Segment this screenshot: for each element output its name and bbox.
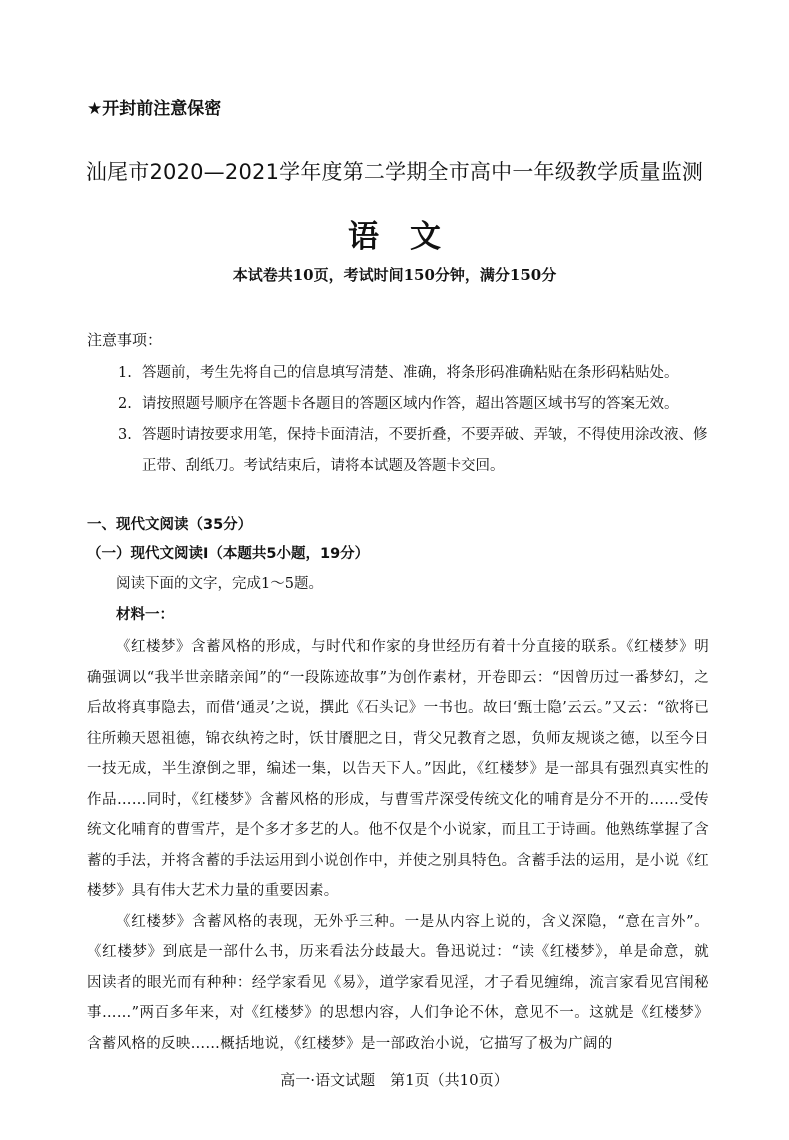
passage-paragraph: 《红楼梦》含蓄风格的形成，与时代和作家的身世经历有着十分直接的联系。《红楼梦》明确强调以“我半世亲睹亲闻”的“一段陈迹故事”为创作素材，开卷即云：“因曾历过一番梦幻，之后故将真事隐去，而借‘通灵’之说，撰此《石头记》一书也。故曰‘甄士隐’云云。”又云：“欲将已往所赖天恩祖德，锦衣纨袴之时，饫甘餍肥之日，背父兄教育之恩，负师友规谈之德，以至今日一技无成，半生潦倒之罪，编述一集，以告天下人。”因此，《红楼梦》是一部具有强烈真实性的作品……同时，《红楼梦》含蓄风格的形成，与曹雪芹深受传统文化的哺育是分不开的……受传统文化哺育的曹雪芹，是个多才多艺的人。他不仅是个小说家，而且工于诗画。他熟练掌握了含蓄的手法，并将含蓄的手法运用到小说创作中，并使之别具特色。含蓄手法的运用，是小说《红楼梦》具有伟大艺术力量的重要因素。 xyxy=(87,639,709,899)
subject-title: 语 文 xyxy=(348,219,441,255)
notice-item xyxy=(118,420,718,482)
notice-text: 请按照题号顺序在答题卡各题目的答题区域内作答，超出答题区域书写的答案无效。 xyxy=(142,396,679,412)
section-heading: 一、现代文阅读（35分） xyxy=(87,517,253,533)
exam-title: 汕尾市2020—2021学年度第二学期全市高中一年级教学质量监测 xyxy=(85,160,704,184)
material-label: 材料一： xyxy=(116,607,174,623)
passage-paragraph: 《红楼梦》含蓄风格的表现，无外乎三种。一是从内容上说的，含义深隐，“意在言外”。《红楼梦》到底是一部什么书，历来看法分歧最大。鲁迅说过：“读《红楼梦》，单是命意，就因读者的眼光而有种种：经学家看见《易》，道学家看见淫，才子看见缠绵，流言家看见宫闱秘事……”两百多年来，对《红楼梦》的思想内容，人们争论不休，意见不一。这就是《红楼梦》含蓄风格的反映……概括地说，《红楼梦》是一部政治小说，它描写了极为广阔的 xyxy=(87,913,709,1052)
notice-number: 1. xyxy=(118,365,132,381)
confidential-notice: ★开封前注意保密 xyxy=(87,99,222,119)
notice-heading: 注意事项： xyxy=(87,331,163,349)
page-footer: 高一·语文试题 第1页（共10页） xyxy=(280,1071,509,1089)
passage-body xyxy=(87,632,709,1059)
notice-number: 2. xyxy=(118,396,132,412)
reading-instruction: 阅读下面的文字，完成1～5题。 xyxy=(116,576,323,592)
notice-text: 答题时请按要求用笔，保持卡面清洁，不要折叠，不要弄破、弄皱，不得使用涂改液、修正带、刮纸刀。考试结束后，请将本试题及答题卡交回。 xyxy=(142,427,708,474)
notice-number: 3. xyxy=(118,427,132,443)
subsection-heading: （一）现代文阅读Ⅰ（本题共5小题，19分） xyxy=(87,546,370,562)
notice-list xyxy=(118,358,718,482)
notice-item xyxy=(118,389,718,420)
notice-item xyxy=(118,358,718,389)
exam-info: 本试卷共10页，考试时间150分钟，满分150分 xyxy=(232,266,557,284)
notice-text: 答题前，考生先将自己的信息填写清楚、准确，将条形码准确粘贴在条形码粘贴处。 xyxy=(142,365,679,381)
